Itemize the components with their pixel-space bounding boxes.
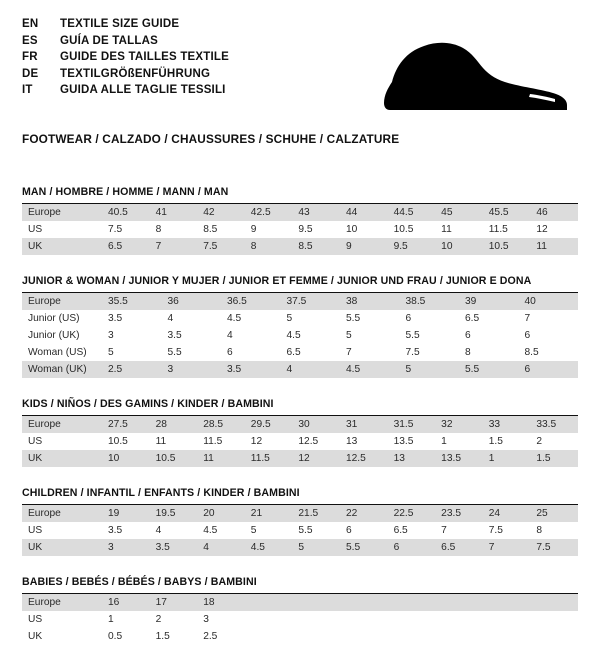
size-cell: 11 [530,238,578,255]
table-row [22,221,578,238]
size-cell: 12 [292,450,340,467]
size-cell: 12.5 [298,436,319,447]
size-cell: 3.5 [108,313,123,324]
table-row [22,505,578,522]
size-cell-empty [245,611,293,628]
size-cell: 0.5 [108,631,123,642]
size-cell: 13.5 [393,436,414,447]
language-title: GUIDA ALLE TAGLIE TESSILI [60,84,226,96]
size-cell: 5 [286,313,293,324]
size-cell: 18 [197,594,245,611]
size-cell: 5 [400,361,460,378]
row-label: US [28,614,43,625]
size-cell: 11 [197,450,245,467]
size-cell: 6 [465,330,471,341]
size-cell-empty [388,611,436,628]
size-cell: 7 [441,525,447,536]
language-title: GUÍA DE TALLAS [60,34,158,47]
size-cell: 3.5 [221,361,281,378]
size-cell: 22 [340,505,388,522]
size-cell: 38 [340,293,400,310]
size-cell: 7.5 [488,525,503,536]
size-cell: 4.5 [203,525,218,536]
size-cell: 8.5 [292,238,340,255]
language-title-list [22,16,229,99]
language-code: EN [22,18,39,30]
language-row [22,49,229,66]
size-cell: 40.5 [102,204,150,221]
size-cell: 38.5 [400,293,460,310]
size-cell: 9.5 [388,238,436,255]
size-cell-empty [340,611,388,628]
size-cell: 44 [340,204,388,221]
size-cell: 10.5 [108,436,128,447]
table-row [22,344,578,361]
size-cell-empty [530,594,578,611]
size-cell: 10 [345,224,358,235]
size-cell-empty [388,628,436,645]
size-cell: 8 [536,525,543,536]
size-cell: 5 [292,539,340,556]
size-cell: 20 [197,505,245,522]
table-row [22,450,578,467]
size-cell: 3 [108,330,114,341]
table-row [22,539,578,556]
size-cell: 10.5 [393,224,414,235]
size-cell: 3.5 [108,525,123,536]
size-cell: 4.5 [286,330,301,341]
language-title: TEXTILGRÖßENFÜHRUNG [60,67,211,80]
size-cell: 42.5 [245,204,293,221]
table-row [22,594,578,611]
size-cell: 5 [346,330,352,341]
size-cell: 8 [245,238,293,255]
size-cell: 7.5 [405,347,420,358]
row-label: Junior (US) [28,313,80,324]
size-cell-empty [292,628,340,645]
table-row [22,310,578,327]
size-cell: 29.5 [245,416,293,433]
section-children [22,487,578,556]
size-cell: 5 [250,525,257,536]
size-cell: 36.5 [221,293,281,310]
row-label: Europe [22,293,102,310]
size-cell: 11 [441,224,452,235]
size-cell: 2.5 [203,631,218,642]
size-cell: 12.5 [340,450,388,467]
size-cell: 7 [524,313,531,324]
language-title: TEXTILE SIZE GUIDE [60,18,180,30]
size-cell: 4.5 [227,313,242,324]
size-cell: 31.5 [388,416,436,433]
size-cell: 12 [250,436,263,447]
size-cell: 39 [459,293,519,310]
language-row [22,16,229,33]
size-cell: 11.5 [488,224,508,235]
row-label: UK [22,539,102,556]
size-cell: 5.5 [405,330,420,341]
size-cell: 33 [483,416,531,433]
size-cell: 31 [340,416,388,433]
size-cell: 4 [281,361,341,378]
size-cell: 41 [150,204,198,221]
size-table-man [22,204,578,255]
table-row [22,416,578,433]
language-title: GUIDE DES TAILLES TEXTILE [60,51,229,63]
size-table-children [22,505,578,556]
size-cell: 32 [435,416,483,433]
size-cell: 6.5 [102,238,150,255]
size-cell: 2.5 [102,361,162,378]
table-row [22,628,578,645]
size-cell: 7 [150,238,198,255]
size-cell: 7.5 [197,238,245,255]
size-cell: 1 [441,436,447,447]
size-cell: 27.5 [102,416,150,433]
row-label: UK [22,238,102,255]
size-cell: 1.5 [155,631,170,642]
size-cell: 11.5 [203,436,223,447]
table-row [22,522,578,539]
size-cell: 24 [483,505,531,522]
dress-shoe-silhouette-icon [380,32,570,120]
row-label: Europe [22,594,102,611]
size-cell: 4 [197,539,245,556]
size-cell: 23.5 [435,505,483,522]
size-cell-empty [292,594,340,611]
size-cell: 3.5 [150,539,198,556]
size-cell: 8.5 [203,224,218,235]
table-row [22,433,578,450]
size-cell: 42 [197,204,245,221]
section-title: BABIES / BEBÉS / BÉBÉS / BABYS / BAMBINI [22,576,578,594]
size-cell-empty [435,611,483,628]
size-cell: 10 [102,450,150,467]
size-cell: 35.5 [102,293,162,310]
size-cell: 9 [340,238,388,255]
size-cell: 21.5 [292,505,340,522]
size-cell: 9.5 [298,224,313,235]
size-cell: 28 [150,416,198,433]
size-cell: 2 [536,436,543,447]
language-code: DE [22,67,39,80]
size-cell: 10.5 [150,450,198,467]
size-cell: 8 [155,224,162,235]
size-cell: 33.5 [530,416,578,433]
section-title: CHILDREN / INFANTIL / ENFANTS / KINDER / BAMBINI [22,487,578,505]
size-cell: 13 [388,450,436,467]
size-cell: 6 [405,313,412,324]
row-label: Europe [22,505,102,522]
size-cell: 1 [483,450,531,467]
size-table-kids [22,416,578,467]
size-cell-empty [388,594,436,611]
section-junior-woman [22,275,578,378]
footwear-heading: FOOTWEAR / CALZADO / CHAUSSURES / SCHUHE / CALZATURE [22,132,400,146]
language-code: FR [22,51,38,63]
size-cell: 6.5 [286,347,301,358]
size-cell: 13 [345,436,358,447]
size-cell: 4.5 [340,361,400,378]
size-cell-empty [245,594,293,611]
size-cell: 36 [162,293,222,310]
size-cell: 1.5 [530,450,578,467]
size-cell: 19.5 [150,505,198,522]
size-cell: 30 [292,416,340,433]
size-cell: 25 [530,505,578,522]
size-cell: 6 [524,330,531,341]
size-cell: 8.5 [524,347,539,358]
size-cell: 2 [155,614,162,625]
size-cell-empty [530,628,578,645]
size-cell: 19 [102,505,150,522]
language-code: IT [22,84,33,96]
table-row [22,293,578,310]
section-title: MAN / HOMBRE / HOMME / MANN / MAN [22,186,578,204]
size-cell: 17 [150,594,198,611]
section-kids [22,398,578,467]
row-label: Woman (US) [28,347,87,358]
row-label: US [28,525,43,536]
size-cell: 11.5 [245,450,293,467]
size-cell-empty [340,628,388,645]
size-cell: 40 [519,293,579,310]
size-cell: 11 [155,436,167,447]
size-cell-empty [483,594,531,611]
size-cell-empty [483,628,531,645]
size-cell: 3 [162,361,222,378]
size-cell-empty [435,594,483,611]
size-cell-empty [340,594,388,611]
size-cell: 7 [346,347,352,358]
section-title: KIDS / NIÑOS / DES GAMINS / KINDER / BAMBINI [22,398,578,416]
row-label: Woman (UK) [22,361,102,378]
size-cell: 8 [465,347,471,358]
row-label: US [28,224,43,235]
size-cell: 3.5 [167,330,182,341]
size-cell: 4 [167,313,174,324]
table-row [22,611,578,628]
size-cell: 7 [483,539,531,556]
size-cell: 22.5 [388,505,436,522]
size-cell: 6.5 [435,539,483,556]
language-code: ES [22,34,38,47]
size-cell: 4 [227,330,233,341]
size-cell: 44.5 [388,204,436,221]
size-cell: 45.5 [483,204,531,221]
size-cell: 3 [102,539,150,556]
size-cell: 13.5 [435,450,483,467]
size-cell: 12 [536,224,548,235]
size-cell: 3 [203,614,209,625]
size-cell: 5.5 [167,347,182,358]
size-cell: 7.5 [108,224,123,235]
size-cell-empty [292,611,340,628]
size-cell: 6 [227,347,233,358]
size-cell: 1.5 [488,436,503,447]
size-cell: 10 [435,238,483,255]
size-cell: 6 [345,525,352,536]
size-cell: 10.5 [483,238,531,255]
size-cell: 6 [388,539,436,556]
size-cell: 4 [155,525,162,536]
size-cell: 1 [108,614,114,625]
row-label: UK [22,450,102,467]
size-cell: 6.5 [393,525,408,536]
table-row [22,361,578,378]
size-cell: 5.5 [340,539,388,556]
table-row [22,327,578,344]
size-cell: 43 [292,204,340,221]
size-cell: 7.5 [530,539,578,556]
language-row [22,82,229,99]
size-cell: 37.5 [281,293,341,310]
table-row [22,238,578,255]
row-label: US [28,436,43,447]
row-label: Europe [22,204,102,221]
size-cell: 45 [435,204,483,221]
section-title: JUNIOR & WOMAN / JUNIOR Y MUJER / JUNIOR ET FEMME / JUNIOR UND FRAU / JUNIOR E DONA [22,275,578,293]
size-cell-empty [245,628,293,645]
size-cell: 4.5 [245,539,293,556]
language-row [22,66,229,83]
size-cell: 6.5 [465,313,480,324]
size-cell: 46 [530,204,578,221]
row-label: Europe [22,416,102,433]
size-cell: 5.5 [346,313,361,324]
size-cell: 28.5 [197,416,245,433]
page-header [22,16,578,120]
table-row [22,204,578,221]
size-cell: 21 [245,505,293,522]
section-man [22,186,578,255]
size-cell: 9 [250,224,257,235]
section-babies [22,576,578,645]
size-table-babies [22,594,578,645]
size-cell: 5.5 [459,361,519,378]
size-table-junior-woman [22,293,578,378]
row-label: UK [28,631,43,642]
size-cell-empty [435,628,483,645]
size-cell-empty [483,611,531,628]
size-cell: 5.5 [298,525,313,536]
language-row [22,33,229,50]
size-cell: 5 [108,347,114,358]
size-cell: 16 [102,594,150,611]
size-cell: 6 [519,361,579,378]
size-cell-empty [530,611,578,628]
row-label: Junior (UK) [28,330,80,341]
